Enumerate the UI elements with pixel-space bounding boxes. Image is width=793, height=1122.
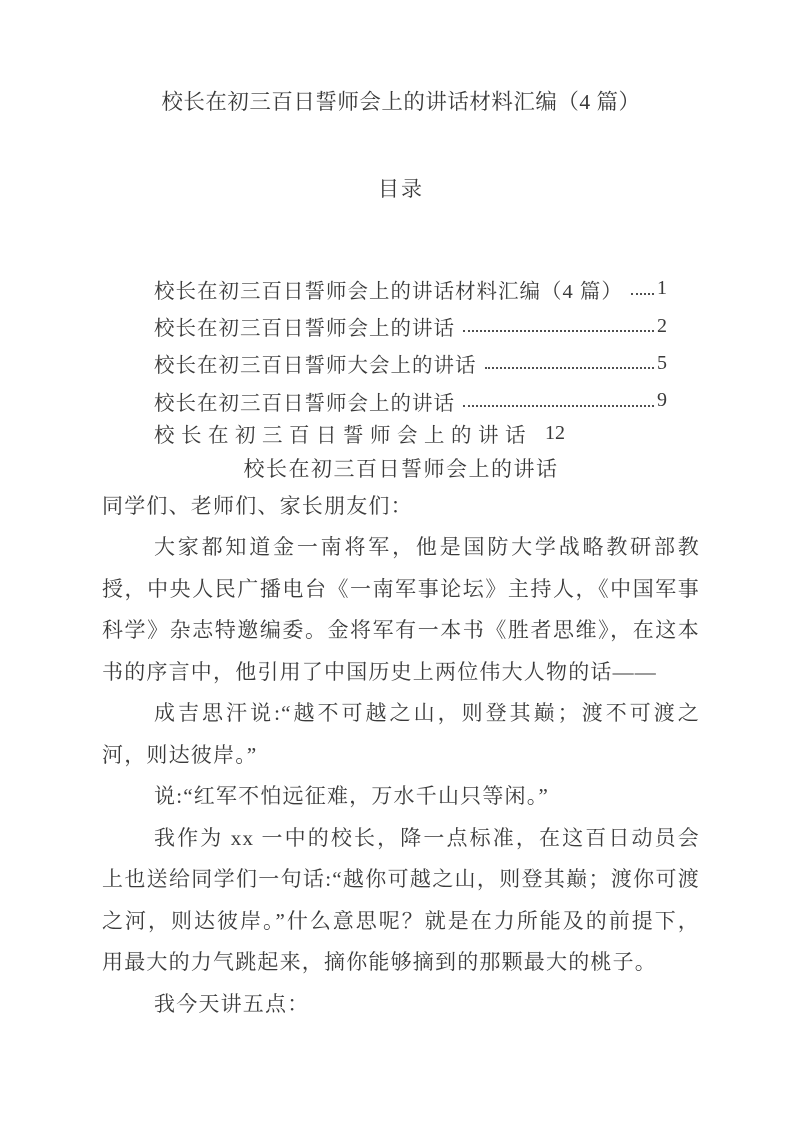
- toc-heading: 目录: [378, 177, 424, 201]
- paragraph: 同学们、老师们、家长朋友们：: [102, 493, 413, 518]
- toc-entry-label: 校长在初三百日誓师会上的讲话: [154, 425, 532, 448]
- toc-entry-label: 校长在初三百日誓师会上的讲话: [154, 392, 455, 415]
- document-body: [102, 486, 700, 1026]
- toc-page-number: 2: [657, 314, 667, 337]
- toc-entry[interactable]: [154, 307, 667, 344]
- toc-entry-label: 校长在初三百日誓师会上的讲话材料汇编（4 篇）: [154, 280, 623, 303]
- toc-page-number: 5: [657, 351, 667, 374]
- paragraph: 大家都知道金一南将军，他是国防大学战略教研部教授，中央人民广播电台《一南军事论坛》主持人，《中国军事科学》杂志特邀编委。金将军有一本书《胜者思维》，在这本书的序言中，他引用了中国历史上两位伟大人物的话——: [102, 535, 700, 684]
- toc-dot-leader: [485, 367, 655, 369]
- toc-page-number: 9: [657, 389, 667, 412]
- toc-entry[interactable]: [154, 420, 667, 447]
- toc-entry[interactable]: [154, 345, 667, 382]
- paragraph: 我作为 xx 一中的校长，降一点标准，在这百日动员会上也送给同学们一句话:“越你可越之山，则登其巅；渡你可渡之河，则达彼岸。”什么意思呢？就是在力所能及的前提下，用最大的力气跳起来，摘你能够摘到的那颗最大的桃子。: [102, 825, 700, 975]
- toc-dot-leader: [463, 330, 654, 332]
- paragraph: 说:“红军不怕远征难，万水千山只等闲。”: [154, 784, 549, 809]
- table-of-contents: [102, 270, 700, 447]
- paragraph: 成吉思汗说:“越不可越之山，则登其巅；渡不可渡之河，则达彼岸。”: [102, 701, 700, 767]
- toc-entry-label: 校长在初三百日誓师会上的讲话: [154, 318, 455, 341]
- toc-entry[interactable]: [154, 382, 667, 419]
- toc-dot-leader: [631, 293, 654, 295]
- section-heading: 校长在初三百日誓师会上的讲话: [243, 456, 559, 481]
- toc-entry-label: 校长在初三百日誓师大会上的讲话: [154, 355, 477, 378]
- toc-dot-leader: [463, 405, 654, 407]
- toc-page-number: 12: [545, 421, 565, 444]
- toc-entry[interactable]: [154, 270, 667, 307]
- toc-page-number: 1: [657, 277, 667, 300]
- paragraph: 我今天讲五点：: [154, 991, 310, 1016]
- document-title: 校长在初三百日誓师会上的讲话材料汇编（4 篇）: [161, 90, 641, 114]
